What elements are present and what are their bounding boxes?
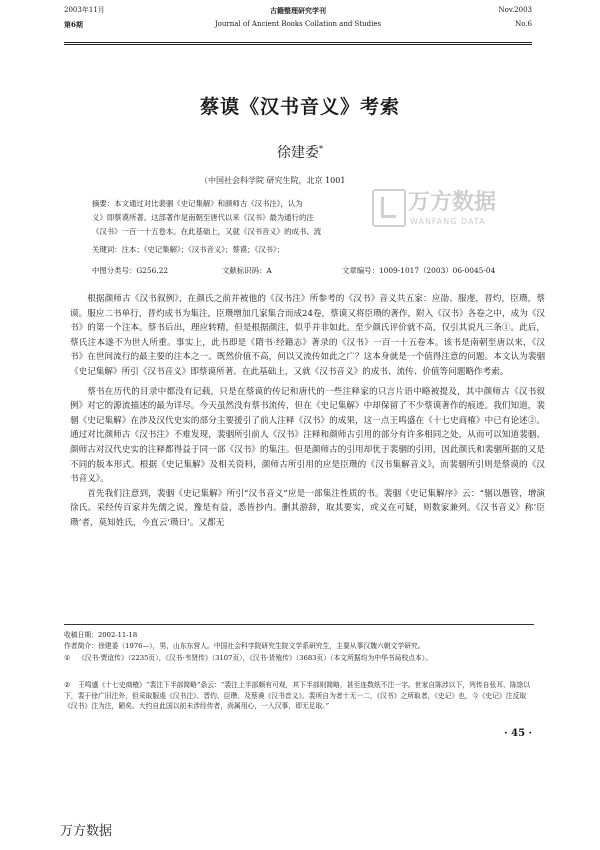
header-date: 2003年11月 bbox=[64, 6, 105, 14]
page-number: · 45 · bbox=[504, 728, 532, 739]
body-paragraph: 蔡书在历代的目录中都没有记载，只是在蔡谟的传记和唐代的一些注释家的只言片语中略被提及，其中颜师古《汉书叙例》对它的源流描述的最为详尽。今天虽然没有蔡书流传，但在《史记集解》中却保留了不少蔡谟著作的痕迹。我们知道，裴骃《史记集解》在涉及汉代史实的部分主要援引了前人注释《汉书》的成果，这一点王鸣盛在《十七史商榷》中已有论述②。通过对比颜师古《汉书注》不难发现，裴骃所引前人《汉书》注释和颜师古引用的部分有许多相同之处，从而可以知道裴骃、颜师古对汉代史实的注释都得益于同一部《汉书》的集注。但是颜师古的引用却优于裴骃的引用，因此颜氏和裴骃所据的又是不同的版本形式。根据《史记集解》及相关资料，颜师古所引用的应是臣瓒的《汉书集解音义》，而裴骃所引则是蔡谟的《汉书音义》。 bbox=[70, 386, 545, 485]
body-text bbox=[70, 292, 545, 531]
footnote-author: 作者简介：徐建委（1976—），男，山东东营人。中国社会科学院研究生院文学系研究生，主要从事汉魏六朝文学研究。 bbox=[64, 642, 425, 650]
footnote-2-mark: ② bbox=[64, 681, 71, 689]
header-journal-en: Journal of Ancient Books Collation and Studies bbox=[214, 20, 382, 28]
article-number: 文章编号：1009-1017（2003）06-0045-04 bbox=[342, 266, 496, 275]
abstract-line-3: 《汉书》一百一十五卷本。在此基础上，又就《汉书音义》的成书、流 bbox=[92, 227, 322, 236]
body-paragraph: 首先我们注意到，裴骃《史记集解》所引“汉书音义”应是一部集注性质的书。裴骃《史记集解序》云：“骃以愚管，增演徐氏。采经传百家并先儒之说，豫是有益，悉皆抄内。删其游辞，取其要实，或义在可疑，则数家兼列。《汉书音义》称‘臣瓒’者，莫知姓氏，今直云‘瓒曰’。又都无 bbox=[70, 488, 545, 528]
footer-brand: 万方数据 bbox=[60, 824, 113, 839]
header-issue: 第6期 bbox=[64, 20, 83, 29]
footnote-1-mark: ① bbox=[64, 654, 71, 662]
abstract-line-1: 摘要：本文通过对比裴骃《史记集解》和颜师古《汉书注》，认为 bbox=[92, 199, 303, 208]
footnote-1-text: 《汉书·贾谊传》（2235页），《汉书·韦贤传》（3107页），《汉书·货殖传》（3683页）（本文所据均为中华书局校点本）。 bbox=[78, 654, 433, 662]
footnote-received: 收稿日期：2002-11-18 bbox=[64, 631, 138, 639]
header-date-en: Nov.2003 bbox=[498, 6, 532, 14]
keywords: 关键词：注本；《史记集解》；《汉书音义》；蔡谟；《汉书》； bbox=[92, 245, 285, 254]
watermark-text-cn: 万方数据 bbox=[408, 190, 497, 215]
running-header bbox=[64, 5, 532, 41]
clc-number: 中图分类号：G256.22 bbox=[92, 266, 169, 275]
footnote-rule bbox=[64, 624, 534, 625]
doc-code: 文献标识码：A bbox=[222, 266, 272, 275]
abstract-line-2: 义》即蔡谟所著。这部著作是南朝至唐代以来《汉书》最为通行的注 bbox=[92, 213, 314, 222]
author-line bbox=[0, 142, 600, 162]
watermark-text-en: WANFANG DATA bbox=[410, 217, 486, 226]
footnote-1 bbox=[64, 653, 534, 664]
footnote-2-text: 王鸣盛《十七史商榷》“裴注下半部简略”条云：“裴注上半部颇有可观，其下半部则简略，甚至连数纸不注一字。世家自陈涉以下，列传自张耳、陈馀以下，裴于徐广旧注外，但采取服虔《汉书注》、晋灼、臣瓒、及蔡谟《汉书音义》。裴所自为者十无一二，《汉书》之所取者，《史记》也，今《史记》注反取《汉书》注为注，陋矣。大约自此国以前未涉经传者，尚属用心，一入汉事，即无足取。” bbox=[64, 681, 531, 710]
header-issue-en: No.6 bbox=[515, 20, 532, 28]
paper-title: 蔡谟《汉书音义》考索 bbox=[199, 96, 400, 118]
author-footnote-mark: * bbox=[319, 144, 323, 154]
header-rule bbox=[64, 42, 532, 43]
header-rule-thin bbox=[64, 44, 532, 45]
footnote-2 bbox=[64, 680, 534, 712]
header-journal-cn: 古籍整理研究学刊 bbox=[270, 6, 326, 15]
affiliation: （中国社会科学院 研究生院，北京 1001 bbox=[200, 176, 346, 185]
author-name: 徐建委 bbox=[277, 145, 319, 161]
body-paragraph: 根据颜师古《汉书叙例》，在颜氏之前并被他的《汉书注》所参考的《汉书》音义共五家：应劭、服虔，晋灼，臣瓒，蔡谟。服应二书单行，晋灼成书为集注，臣瓒增加几家集合而成24卷，蔡谟又将臣瓒的著作，附入《汉书》各卷之中，成为《汉书》的第一个注本。蔡书后出，理应转精，但是根据颜注，似乎并非如此。至少颜氏评价就不高，仅引其说凡三条①。此后，蔡氏注本遂不为世人所重。事实上，此书即是《隋书·经籍志》著录的《汉书》一百一十五卷本。该书是南朝至唐以来，《汉书》在世间流行的最主要的注本之一。既然价值不高，何以又流传如此之广？这本身就是一个值得注意的问题。本文认为裴骃《史记集解》所引《汉书音义》即蔡谟所著。在此基础上，又就《汉书音义》的成书、流传、价值等问题略作考索。 bbox=[70, 294, 546, 377]
